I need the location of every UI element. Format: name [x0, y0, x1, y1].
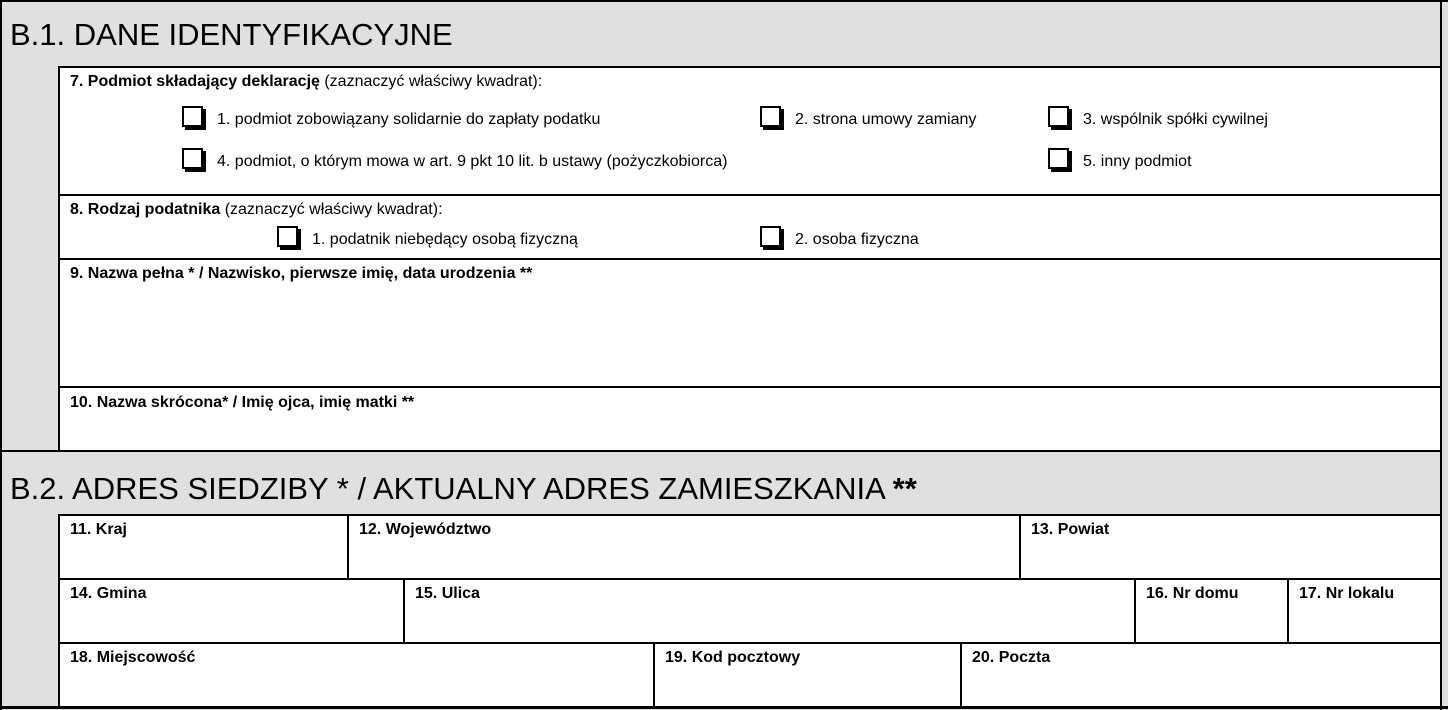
field-20-box[interactable] [960, 642, 1441, 708]
checkbox-icon[interactable] [1048, 106, 1069, 127]
field-14-label: 14. Gmina [70, 585, 147, 602]
section-b1-title: B.1. DANE IDENTYFIKACYJNE [10, 17, 453, 52]
field-7-option-2[interactable]: 2. strona umowy zamiany [760, 106, 976, 129]
field-16-label: 16. Nr domu [1146, 585, 1239, 602]
checkbox-icon[interactable] [1048, 148, 1069, 169]
field-10-box[interactable] [58, 386, 1441, 452]
checkbox-icon[interactable] [182, 148, 203, 169]
field-14-box[interactable] [58, 578, 405, 644]
field-7-box [58, 66, 1441, 196]
field-7-option-1[interactable]: 1. podmiot zobowiązany solidarnie do zapłaty podatku [182, 106, 600, 129]
field-9-box[interactable] [58, 258, 1441, 388]
field-12-box[interactable] [347, 514, 1021, 580]
section-divider [0, 450, 1442, 452]
frame-bottom-overlay [0, 706, 1448, 709]
field-13-label: 13. Powiat [1031, 521, 1110, 538]
frame-top [0, 0, 1448, 2]
frame-left [0, 0, 2, 710]
checkbox-icon[interactable] [760, 226, 781, 247]
field-8-box [58, 194, 1441, 260]
field-17-box[interactable] [1287, 578, 1441, 644]
field-8-option-1[interactable]: 1. podatnik niebędący osobą fizyczną [277, 226, 578, 249]
checkbox-icon[interactable] [182, 106, 203, 127]
field-11-label: 11. Kraj [70, 521, 127, 538]
field-13-box[interactable] [1019, 514, 1441, 580]
field-20-label: 20. Poczta [972, 649, 1051, 666]
field-19-label: 19. Kod pocztowy [665, 649, 801, 666]
field-17-label: 17. Nr lokalu [1299, 585, 1395, 602]
field-9-label: 9. Nazwa pełna * / Nazwisko, pierwsze imię, data urodzenia ** [70, 265, 533, 282]
checkbox-icon[interactable] [277, 226, 298, 247]
field-15-label: 15. Ulica [415, 585, 480, 602]
field-10-label: 10. Nazwa skrócona* / Imię ojca, imię matki ** [70, 394, 415, 411]
field-12-label: 12. Województwo [359, 521, 492, 538]
field-8-option-2[interactable]: 2. osoba fizyczna [760, 226, 919, 249]
field-18-label: 18. Miejscowość [70, 649, 196, 666]
field-7-option-5[interactable]: 5. inny podmiot [1048, 148, 1192, 171]
field-7-label: 7. Podmiot składający deklarację (zaznaczyć właściwy kwadrat): [70, 73, 543, 90]
frame-right-overlay [1440, 0, 1442, 710]
field-7-option-3[interactable]: 3. wspólnik spółki cywilnej [1048, 106, 1268, 129]
field-11-box[interactable] [58, 514, 349, 580]
field-8-label: 8. Rodzaj podatnika (zaznaczyć właściwy kwadrat): [70, 201, 443, 218]
checkbox-icon[interactable] [760, 106, 781, 127]
field-18-box[interactable] [58, 642, 655, 708]
field-7-option-4[interactable]: 4. podmiot, o którym mowa w art. 9 pkt 10 lit. b ustawy (pożyczkobiorca) [182, 148, 727, 171]
section-b2-title: B.2. ADRES SIEDZIBY * / AKTUALNY ADRES ZAMIESZKANIA ** [10, 471, 917, 506]
field-16-box[interactable] [1134, 578, 1289, 644]
field-15-box[interactable] [403, 578, 1136, 644]
field-19-box[interactable] [653, 642, 962, 708]
